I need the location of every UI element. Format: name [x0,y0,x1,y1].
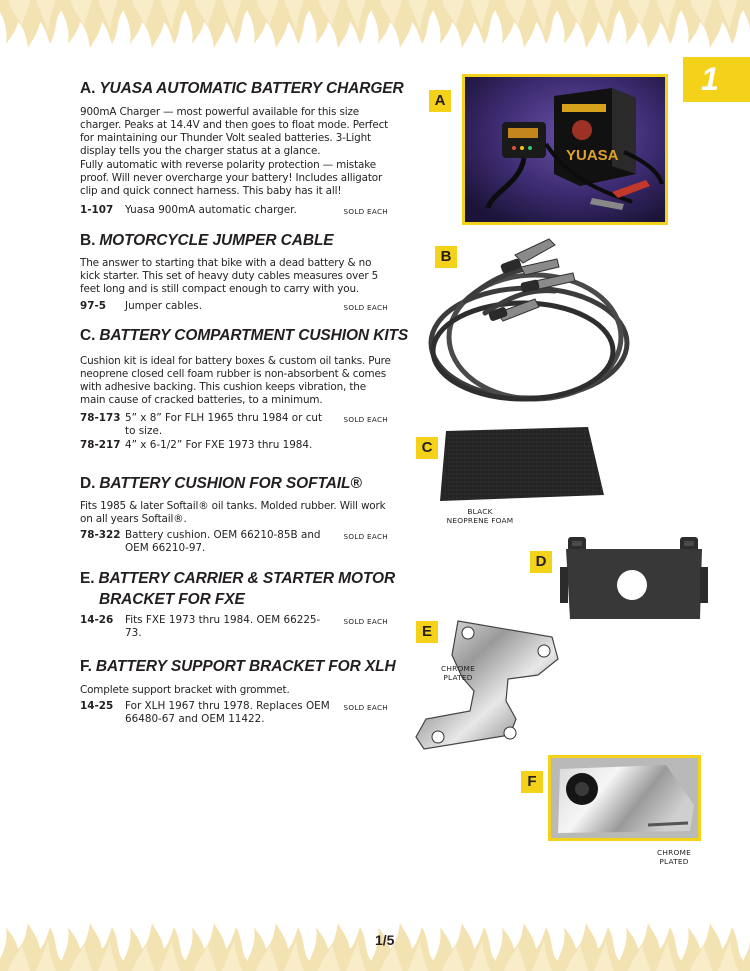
photo-label-b: B [435,246,457,268]
part-description: Fits FXE 1973 thru 1984. OEM 66225-73. [125,614,321,639]
sold-each-label: SOLD EACH [343,415,388,424]
foam-caption [436,507,524,525]
section-f-title-text: BATTERY SUPPORT BRACKET FOR XLH [95,658,396,675]
sold-each-label: SOLD EACH [343,617,388,626]
section-e-letter: E. [80,570,95,587]
section-e-title-line2: BRACKET FOR FXE [99,591,245,608]
section-d-title [80,475,362,493]
part-number: 1-107 [80,204,114,216]
xlh-bracket-photo [548,755,701,841]
section-e-title-line1: BATTERY CARRIER & STARTER MOTOR [98,570,396,587]
photo-label-e: E [416,621,438,643]
section-a-title-text: YUASA AUTOMATIC BATTERY CHARGER [99,80,404,97]
section-tab-number: 1 [701,61,719,97]
chrome-caption-e-line1: CHROME [441,664,475,673]
chrome-caption-f-line2: PLATED [659,857,689,866]
part-description: Battery cushion. OEM 66210-85B and OEM 66210-97. [125,529,321,554]
section-d-title-text: BATTERY CUSHION FOR SOFTAIL® [99,475,362,492]
sold-each-label: SOLD EACH [343,303,388,312]
section-a-title [80,80,404,98]
section-a-body-2: Fully automatic with reverse polarity protection — mistake proof. Will never overcharge your battery! Includes alligator clip and quick connect harness. This baby has it all! [80,159,383,197]
section-b-title [80,232,334,250]
part-description: 4” x 6-1/2” For FXE 1973 thru 1984. [125,439,313,451]
top-flame-border [0,0,750,52]
photo-label-c: C [416,437,438,459]
section-b-title-text: MOTORCYCLE JUMPER CABLE [99,232,334,249]
chrome-caption-f-line1: CHROME [657,848,691,857]
section-f-letter: F. [80,658,92,675]
section-c-title [80,327,408,345]
section-c-title-text: BATTERY COMPARTMENT CUSHION KITS [99,327,409,344]
photo-label-a: A [429,90,451,112]
chrome-caption-f [648,848,700,866]
section-a-body-1: 900mA Charger — most powerful available for this size charger. Peaks at 14.4V and then goes to float mode. Perfect for maintaining our Thunder Volt sealed batteries. 3-Light display tells you the charger status at a glance. [80,106,389,157]
section-b-body: The answer to starting that bike with a dead battery & no kick starter. This set of heavy duty cables measures over 5 feet long and is still compact enough to carry with you. [80,257,379,295]
section-b-letter: B. [80,232,96,249]
sold-each-label: SOLD EACH [343,532,388,541]
part-description: 5” x 8” For FLH 1965 thru 1984 or cut to size. [125,412,323,437]
section-f-title [80,658,396,676]
part-number: 14-25 [80,700,114,712]
section-c-body: Cushion kit is ideal for battery boxes & custom oil tanks. Pure neoprene closed cell foam rubber is non-absorbent & comes with adhesive backing. This cushion keeps vibration, the main cause of cracked batteries, to a minimum. [80,355,391,406]
photo-label-d: D [530,551,552,573]
part-number: 78-217 [80,439,121,451]
photo-label-f: F [521,771,543,793]
part-description: For XLH 1967 thru 1978. Replaces OEM 66480-67 and OEM 11422. [125,700,330,725]
foam-caption-line1: BLACK [467,507,493,516]
section-f-body: Complete support bracket with grommet. [80,684,290,696]
foam-caption-line2: NEOPRENE FOAM [446,516,514,525]
charger-brand-text: YUASA [566,147,619,164]
section-a-letter: A. [80,80,96,97]
section-c-letter: C. [80,327,96,344]
part-number: 78-173 [80,412,121,424]
part-description: Yuasa 900mA automatic charger. [125,204,297,216]
chrome-caption-e [432,664,484,682]
yuasa-charger-photo [462,74,668,225]
sold-each-label: SOLD EACH [343,207,388,216]
softail-cushion-photo [560,533,710,623]
jumper-cable-photo [425,233,637,410]
part-number: 78-322 [80,529,121,541]
section-e-title [80,570,395,609]
section-tab [683,57,750,102]
page-number: 1/5 [375,932,395,948]
section-d-letter: D. [80,475,96,492]
sold-each-label: SOLD EACH [343,703,388,712]
neoprene-foam-photo [436,425,608,503]
part-description: Jumper cables. [125,300,203,312]
section-d-body: Fits 1985 & later Softail® oil tanks. Molded rubber. Will work on all years Softail®. [80,500,386,525]
part-number: 97-5 [80,300,107,312]
fxe-bracket-photo [412,615,564,753]
chrome-caption-e-line2: PLATED [443,673,473,682]
part-number: 14-26 [80,614,114,626]
